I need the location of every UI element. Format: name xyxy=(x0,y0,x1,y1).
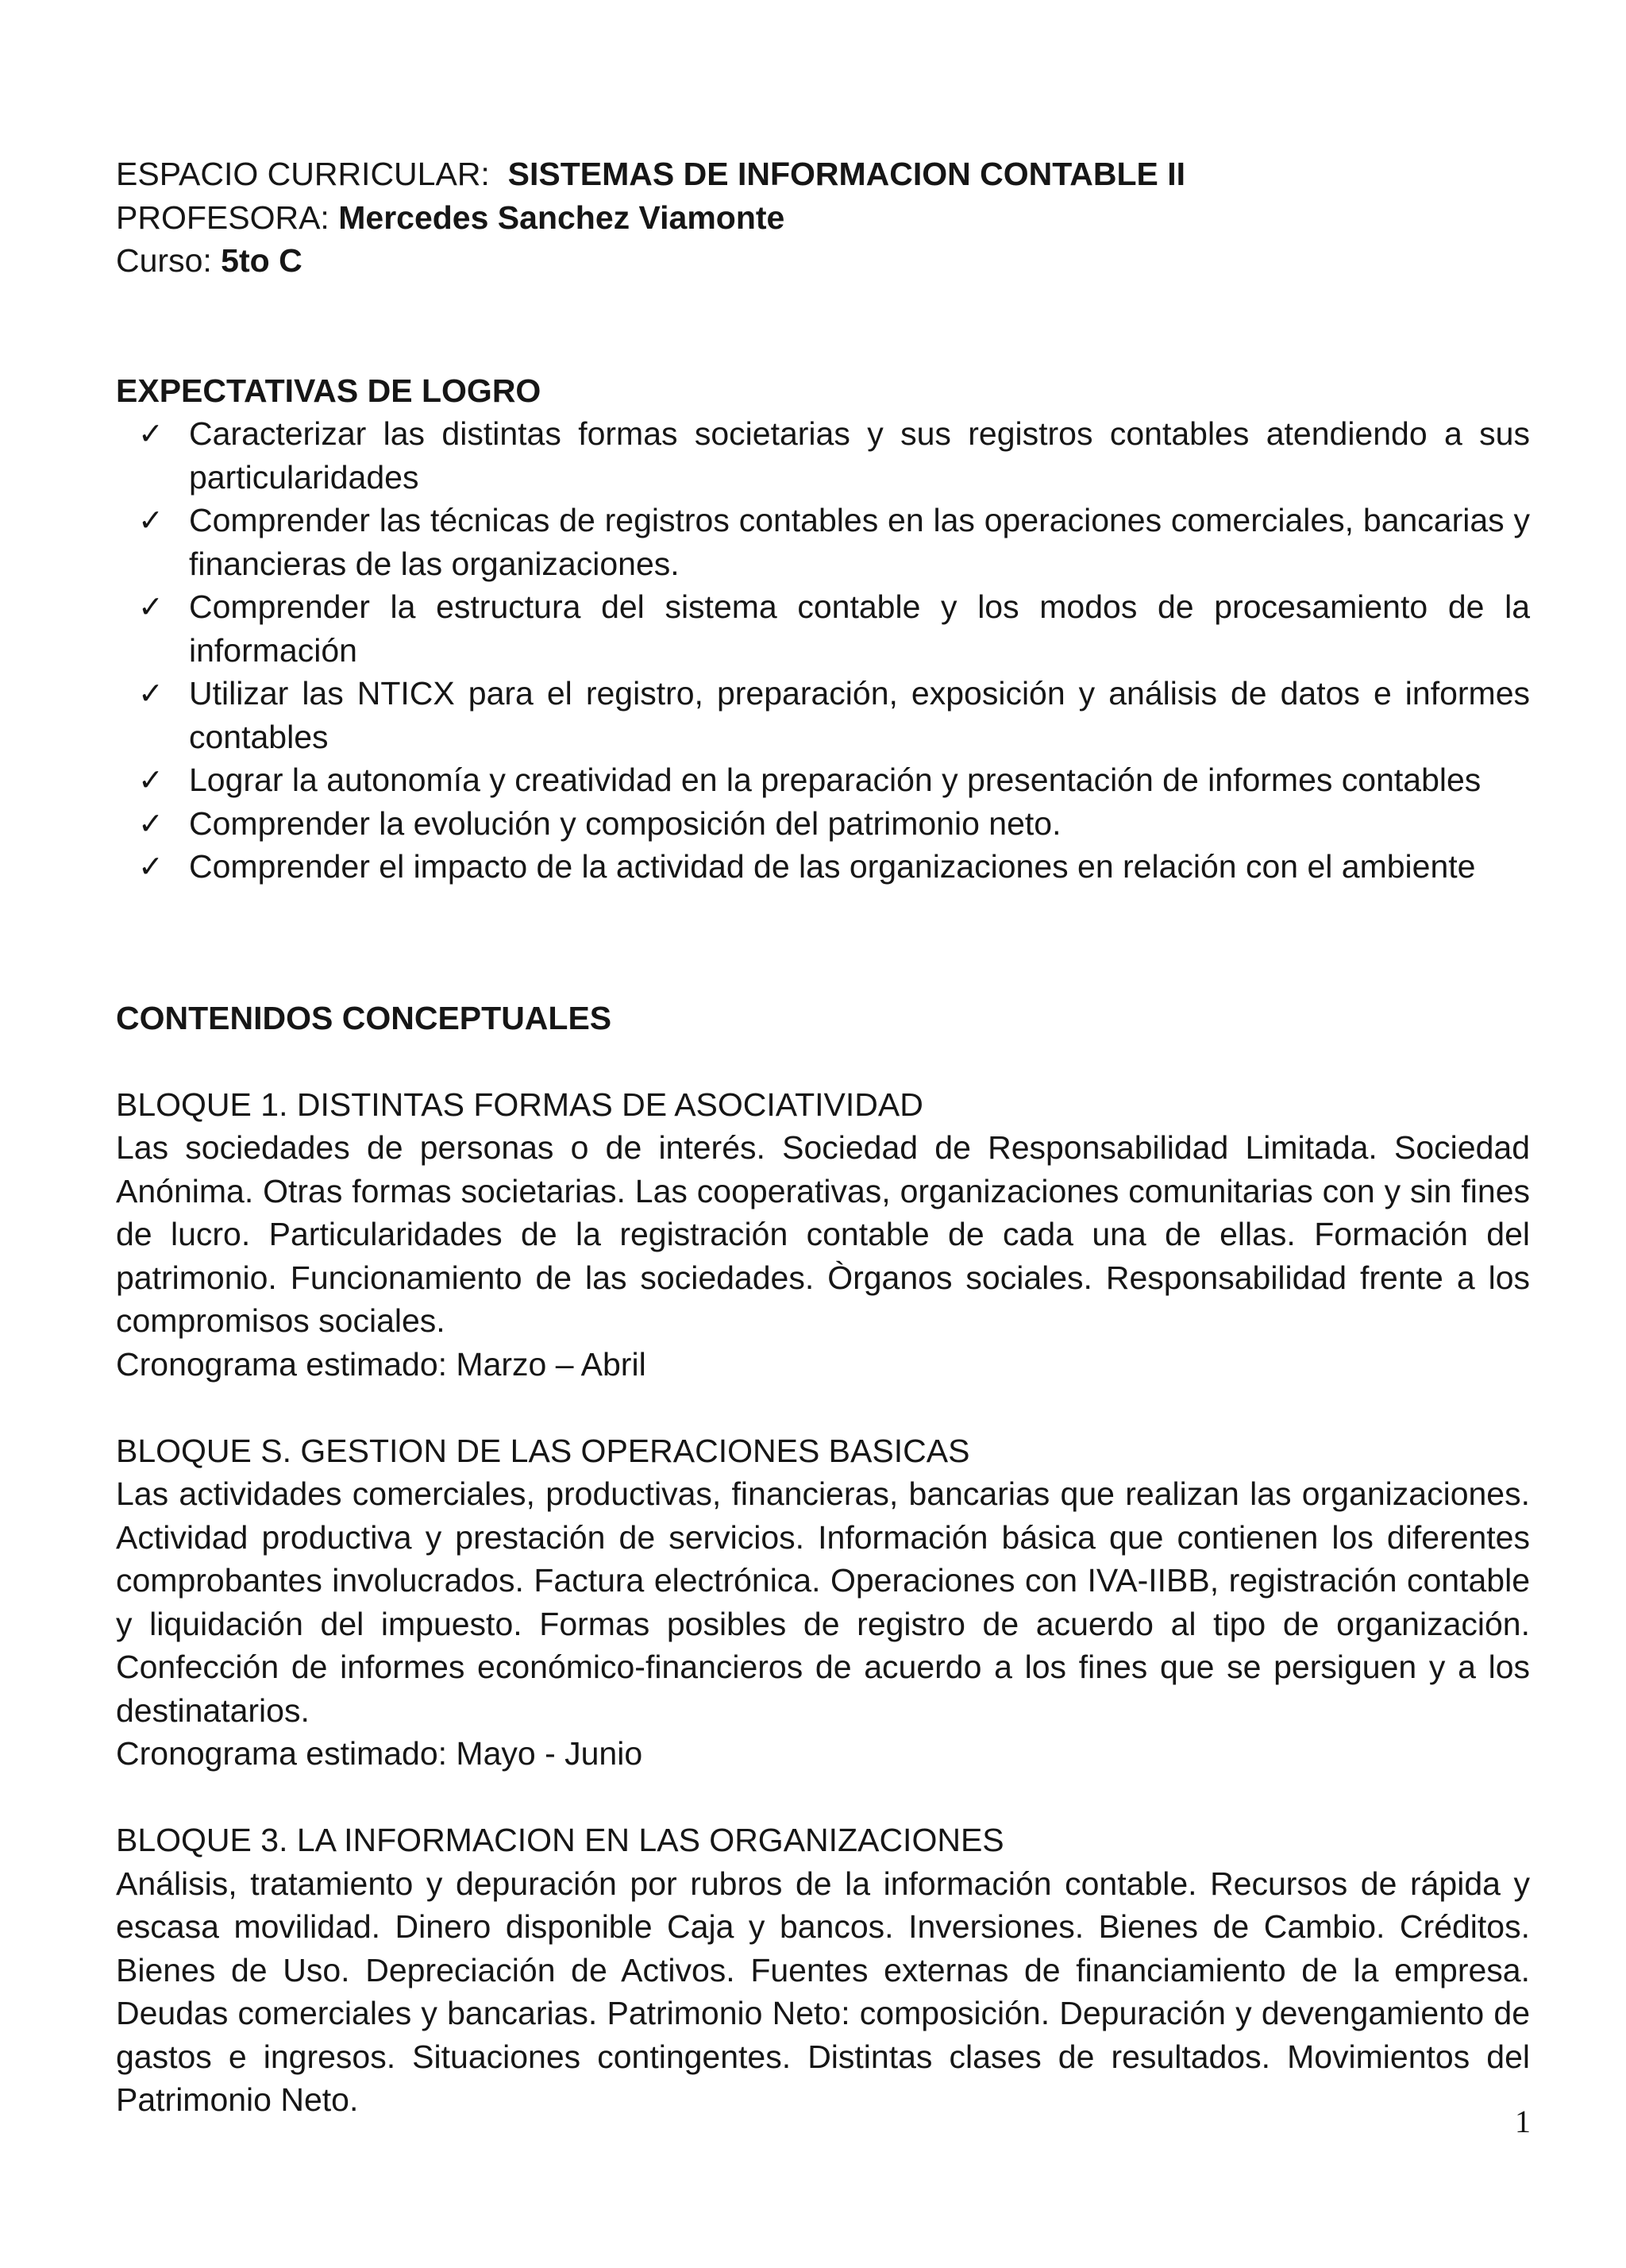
teacher-line xyxy=(116,196,1530,240)
course-line xyxy=(116,239,1530,283)
expectation-text: Utilizar las NTICX para el registro, preparación, exposición y análisis de datos e informes contables xyxy=(189,675,1530,755)
expectations-list xyxy=(116,412,1530,889)
list-item xyxy=(116,758,1530,802)
page-number: 1 xyxy=(1515,2104,1531,2139)
expectations-title: EXPECTATIVAS DE LOGRO xyxy=(116,372,541,409)
expectation-text: Comprender las técnicas de registros contables en las operaciones comerciales, bancarias y financieras de las organizaciones. xyxy=(189,502,1530,582)
course-value: 5to C xyxy=(221,242,302,279)
expectation-text: Comprender la estructura del sistema contable y los modos de procesamiento de la información xyxy=(189,588,1530,669)
document-page xyxy=(116,152,1530,2122)
checkmark-icon: ✓ xyxy=(138,589,164,624)
expectation-text: Comprender la evolución y composición del patrimonio neto. xyxy=(189,804,1062,842)
block-body: Las sociedades de personas o de interés. Sociedad de Responsabilidad Limitada. Sociedad Anónima. Otras formas societarias. Las cooperativas, organizaciones comunitarias con y sin fines de lucro. Particularidades de la registración contable de cada una de ellas. Formación del patrimonio. Funcionamiento de las sociedades. Òrganos sociales. Responsabilidad frente a los compromisos sociales. xyxy=(116,1129,1530,1339)
contents-title: CONTENIDOS CONCEPTUALES xyxy=(116,999,612,1036)
block-1 xyxy=(116,1083,1530,1387)
block-schedule: Cronograma estimado: Marzo – Abril xyxy=(116,1345,646,1383)
contents-section xyxy=(116,997,1530,2122)
subject-label: ESPACIO CURRICULAR: xyxy=(116,156,490,192)
header-block xyxy=(116,152,1530,283)
list-item xyxy=(116,412,1530,499)
list-item xyxy=(116,802,1530,846)
checkmark-icon: ✓ xyxy=(138,676,164,711)
list-item xyxy=(116,585,1530,672)
list-item xyxy=(116,845,1530,889)
block-heading: BLOQUE S. GESTION DE LAS OPERACIONES BASICAS xyxy=(116,1432,970,1469)
teacher-value: Mercedes Sanchez Viamonte xyxy=(338,199,785,236)
course-label: Curso: xyxy=(116,242,212,279)
subject-value: SISTEMAS DE INFORMACION CONTABLE II xyxy=(507,156,1186,192)
block-heading: BLOQUE 3. LA INFORMACION EN LAS ORGANIZACIONES xyxy=(116,1822,1004,1858)
checkmark-icon: ✓ xyxy=(138,849,164,884)
expectation-text: Lograr la autonomía y creatividad en la preparación y presentación de informes contables xyxy=(189,762,1482,798)
checkmark-icon: ✓ xyxy=(138,416,164,451)
block-2 xyxy=(116,1429,1530,1776)
block-schedule: Cronograma estimado: Mayo - Junio xyxy=(116,1735,643,1772)
list-item xyxy=(116,499,1530,585)
expectations-section xyxy=(116,369,1530,889)
checkmark-icon: ✓ xyxy=(138,805,164,841)
block-3 xyxy=(116,1819,1530,2122)
block-body: Análisis, tratamiento y depuración por rubros de la información contable. Recursos de rápida y escasa movilidad. Dinero disponible Caja y bancos. Inversiones. Bienes de Cambio. Créditos. Bienes de Uso. Depreciación de Activos. Fuentes externas de financiamiento de la empresa. Deudas comerciales y bancarias. Patrimonio Neto: composición. Depuración y devengamiento de gastos e ingresos. Situaciones contingentes. Distintas clases de resultados. Movimientos del Patrimonio Neto. xyxy=(116,1865,1530,2118)
list-item xyxy=(116,672,1530,758)
checkmark-icon: ✓ xyxy=(138,503,164,538)
block-body: Las actividades comerciales, productivas, financieras, bancarias que realizan las organizaciones. Actividad productiva y prestación de servicios. Información básica que contienen los diferentes comprobantes involucrados. Factura electrónica. Operaciones con IVA-IIBB, registración contable y liquidación del impuesto. Formas posibles de registro de acuerdo al tipo de organización. Confección de informes económico-financieros de acuerdo a los fines que se persiguen y a los destinatarios. xyxy=(116,1475,1530,1729)
teacher-label: PROFESORA: xyxy=(116,199,329,236)
subject-line xyxy=(116,152,1530,196)
expectation-text: Caracterizar las distintas formas societarias y sus registros contables atendiendo a sus particularidades xyxy=(189,415,1530,496)
block-heading: BLOQUE 1. DISTINTAS FORMAS DE ASOCIATIVIDAD xyxy=(116,1086,923,1123)
expectation-text: Comprender el impacto de la actividad de las organizaciones en relación con el ambiente xyxy=(189,848,1476,885)
checkmark-icon: ✓ xyxy=(138,762,164,797)
